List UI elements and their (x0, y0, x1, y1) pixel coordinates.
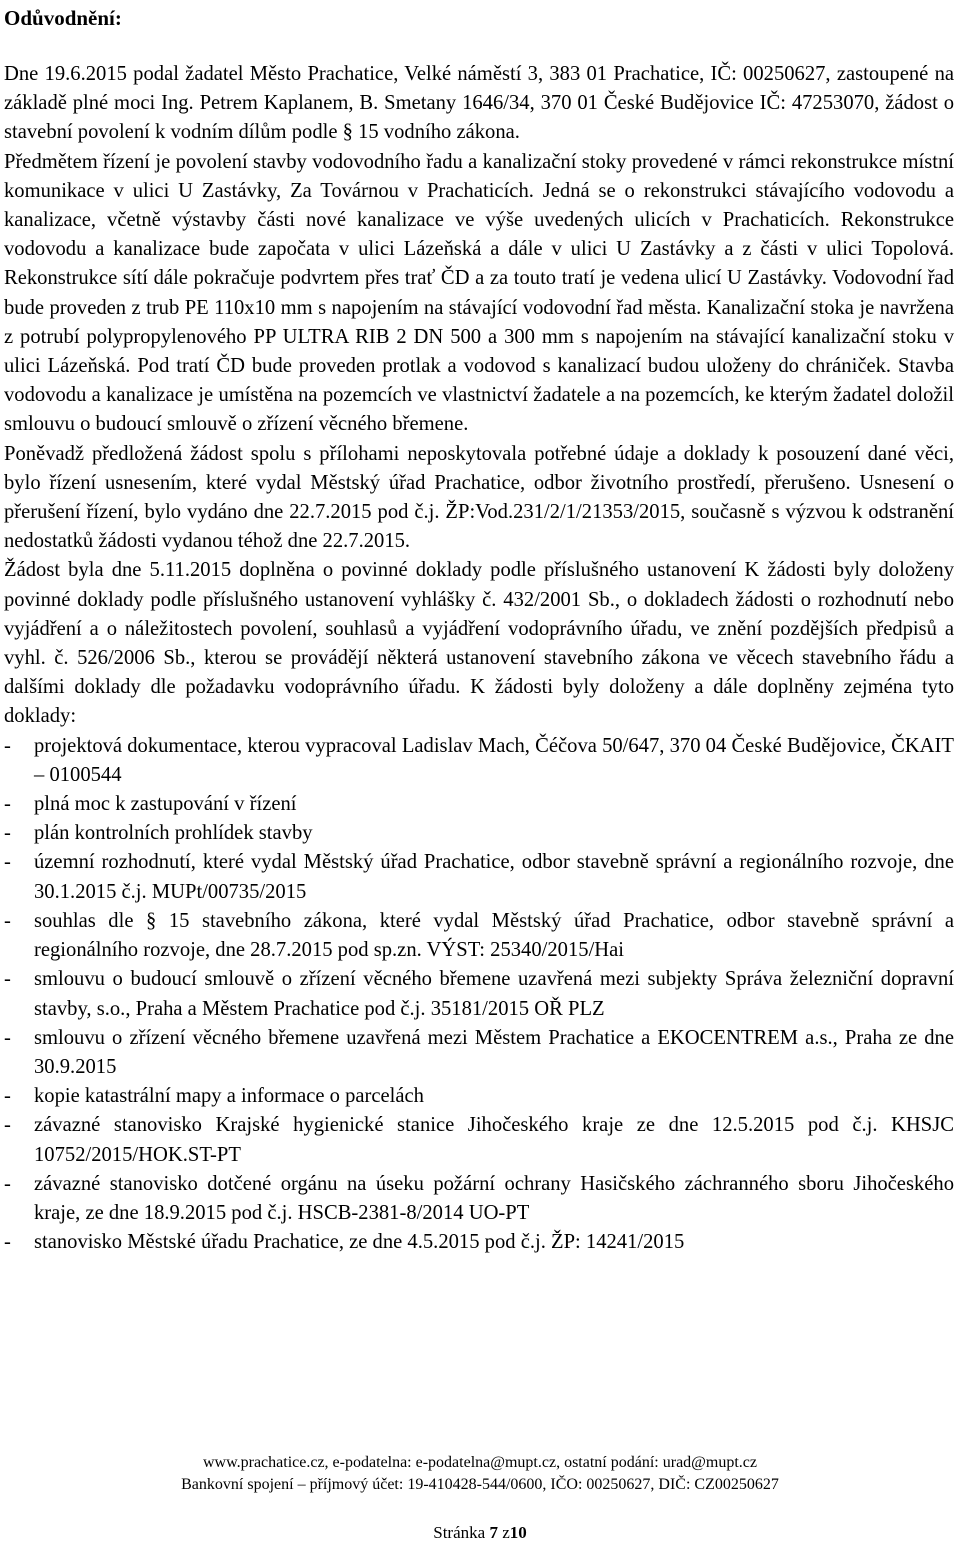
list-item: - souhlas dle § 15 stavebního zákona, které vydal Městský úřad Prachatice, odbor stavebně správní a regionálního rozvoje, dne 28.7.2015 pod sp.zn. VÝST: 25340/2015/Hai (4, 907, 954, 965)
page-total: 10 (509, 1523, 527, 1542)
list-item: - závazné stanovisko Krajské hygienické stanice Jihočeského kraje ze dne 12.5.2015 pod č.j. KHSJC 10752/2015/HOK.ST-PT (4, 1111, 954, 1169)
list-dash: - (4, 1026, 11, 1049)
list-item: - smlouvu o zřízení věcného břemene uzavřená mezi Městem Prachatice a EKOCENTREM a.s., Praha ze dne 30.9.2015 (4, 1024, 954, 1082)
page-number (4, 1522, 956, 1544)
list-dash: - (4, 822, 11, 845)
list-dash: - (4, 909, 11, 932)
document-list (4, 732, 954, 1258)
list-dash: - (4, 968, 11, 991)
list-dash: - (4, 734, 11, 757)
list-item: - územní rozhodnutí, které vydal Městský úřad Prachatice, odbor stavebně správní a regionálního rozvoje, dne 30.1.2015 č.j. MUPt/00735/2015 (4, 848, 954, 906)
list-dash: - (4, 1085, 11, 1108)
paragraph-supplement: Žádost byla dne 5.11.2015 doplněna o povinné doklady podle příslušného ustanovení K žádosti byly doloženy povinné doklady podle příslušného ustanovení vyhlášky č. 432/2001 Sb., o dokladech žádosti o rozhodnutí nebo vyjádření a o náležitostech povolení, souhlasů a vyjádření vodoprávního úřadu, ve znění pozdějších předpisů a vyhl. č. 526/2006 Sb., kterou se provádějí některá ustanovení stavebního zákona ve věcech stavebního řádu a dalšími doklady dle požadavku vodoprávního úřadu. K žádosti byly doloženy a dále doplněny zejména tyto doklady: (4, 559, 954, 728)
paragraph-application: Dne 19.6.2015 podal žadatel Město Prachatice, Velké náměstí 3, 383 01 Prachatice, IČ: 00250627, zastoupené na základě plné moci Ing. Petrem Kaplanem, B. Smetany 1646/34, 370 01 České Budějovice IČ: 47253070, žádost o stavební povolení k vodním dílům podle § 15 vodního zákona. (4, 63, 954, 144)
list-item: - kopie katastrální mapy a informace o parcelách (4, 1082, 954, 1111)
list-item: - plán kontrolních prohlídek stavby (4, 819, 954, 848)
section-heading: Odůvodnění: (4, 6, 122, 30)
list-dash: - (4, 1231, 11, 1254)
page-label: Stránka (433, 1523, 486, 1542)
list-item: - smlouvu o budoucí smlouvě o zřízení věcného břemene uzavřená mezi subjekty Správa železniční dopravní stavby, s.o., Praha a Městem Prachatice pod č.j. 35181/2015 OŘ PLZ (4, 965, 954, 1023)
list-dash: - (4, 793, 11, 816)
list-dash: - (4, 1172, 11, 1195)
page-separator: z (502, 1523, 510, 1542)
paragraph-interruption: Poněvadž předložená žádost spolu s přílohami neposkytovala potřebné údaje a doklady k posouzení dané věci, bylo řízení usnesením, které vydal Městský úřad Prachatice, odbor životního prostředí, přerušeno. Usnesení o přerušení řízení, bylo vydáno dne 22.7.2015 pod č.j. ŽP:Vod.231/2/1/21353/2015, současně s výzvou k odstranění nedostatků žádosti vydanou téhož dne 22.7.2015. (4, 442, 954, 553)
list-item: - závazné stanovisko dotčené orgánu na úseku požární ochrany Hasičského záchranného sboru Jihočeského kraje, ze dne 18.9.2015 pod č.j. HSCB-2381-8/2014 UO-PT (4, 1170, 954, 1228)
list-item: - stanovisko Městské úřadu Prachatice, ze dne 4.5.2015 pod č.j. ŽP: 14241/2015 (4, 1228, 954, 1257)
footer-contacts: www.prachatice.cz, e-podatelna: e-podatelna@mupt.cz, ostatní podání: urad@mupt.cz (203, 1454, 757, 1471)
paragraph-subject: Předmětem řízení je povolení stavby vodovodního řadu a kanalizační stoky provedené v rámci rekonstrukce místní komunikace v ulici U Zastávky, Za Továrnou v Prachaticích. Jedná se o rekonstrukci stávajícího vodovodu a kanalizace, včetně výstavby části nové kanalizace ve výše uvedených ulicích v Prachaticích. Rekonstrukce vodovodu a kanalizace bude započata v ulici Lázeňská a dále v ulici U Zastávky a z části v ulici Topolová. Rekonstrukce sítí dále pokračuje podvrtem přes trať ČD a za touto tratí je vedena ulicí U Zastávky. Vodovodní řad bude proveden z trub PE 110x10 mm s napojením na stávající vodovodní řad města. Kanalizační stoka je navržena z potrubí polypropylenového PP ULTRA RIB 2 DN 500 a 300 mm s napojením na stávající kanalizační stoku v ulici Lázeňská. Pod tratí ČD bude proveden protlak a vodovod s kanalizací budou uloženy do chrániček. Stavba vodovodu a kanalizace je umístěna na pozemcích ve vlastnictví žadatele a na pozemcích, ke kterým žadatel doložil smlouvu o budoucí smlouvě o zřízení věcného břemene. (4, 150, 954, 436)
list-dash: - (4, 851, 11, 874)
body-text (4, 60, 954, 1257)
list-dash: - (4, 1114, 11, 1137)
list-item: - projektová dokumentace, kterou vypracoval Ladislav Mach, Čéčova 50/647, 370 04 České Budějovice, ČKAIT – 0100544 (4, 732, 954, 790)
footer-bank-details: Bankovní spojení – příjmový účet: 19-410428-544/0600, IČO: 00250627, DIČ: CZ00250627 (181, 1476, 779, 1493)
page-current: 7 (489, 1523, 498, 1542)
list-item: - plná moc k zastupování v řízení (4, 790, 954, 819)
